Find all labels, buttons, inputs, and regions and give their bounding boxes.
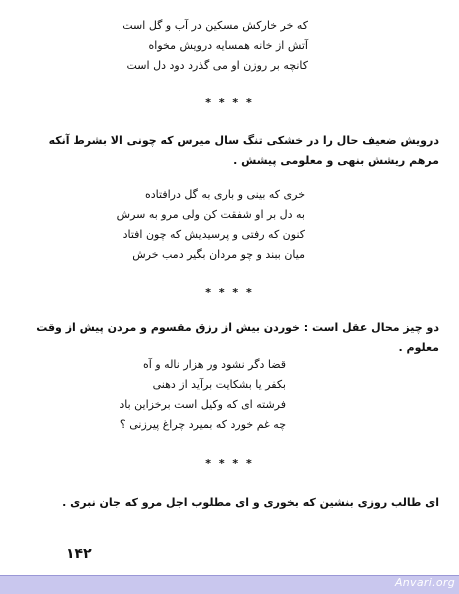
separator-2: * * * * (205, 286, 254, 299)
poem-3-line-1: قضا دگر نشود ور هزار ناله و آه (143, 358, 286, 371)
page-number: ۱۴۲ (66, 546, 92, 562)
separator-1: * * * * (205, 96, 254, 109)
separator-3: * * * * (205, 457, 254, 470)
poem-3-line-4: چه غم خورد که بمیرد چراغ پیرزنی ؟ (119, 418, 286, 431)
poem-1-line-2: آتش از خانه همسایه درویش مخواه (148, 39, 308, 52)
poem-2-line-3: کنون که رفتی و پرسیدیش که چون افتاد (122, 228, 305, 241)
poem-2-line-1: خری که بینی و باری به گل درافتاده (145, 188, 305, 201)
watermark-logo: Anvari.org (394, 576, 455, 589)
prose-paragraph-2: دو چیز محال عقل است : خوردن بیش از رزق مقسوم و مردن پیش از وقت معلوم . (36, 321, 439, 354)
footer-divider (0, 575, 459, 576)
poem-2-line-4: میان ببند و چو مردان بگیر دمب خرش (132, 248, 305, 261)
poem-3-line-3: فرشته ای که وکیل است برخزاین باد (119, 398, 286, 411)
prose-paragraph-3: ای طالب روزی بنشین که بخوری و ای مطلوب اجل مرو که جان نبری . (62, 496, 439, 509)
poem-2-line-2: به دل بر او شفقت کن ولی مرو به سرش (116, 208, 305, 221)
poem-1-line-3: کانچه بر روزن او می گذرد دود دل است (126, 59, 308, 72)
poem-3 (119, 355, 286, 435)
poem-3-line-2: بکفر یا بشکایت برآید از دهنی (152, 378, 286, 391)
footer-bar (0, 575, 459, 594)
poem-1-line-1: که خر خارکش مسکین در آب و گل است (122, 19, 308, 32)
poem-2 (117, 185, 305, 265)
prose-paragraph-1: درویش ضعیف حال را در خشکی تنگ سال میرس که چونی الا بشرط آنکه مرهم ریشش بنهی و معلومی پیشش . (48, 134, 439, 167)
poem-1 (122, 16, 308, 76)
